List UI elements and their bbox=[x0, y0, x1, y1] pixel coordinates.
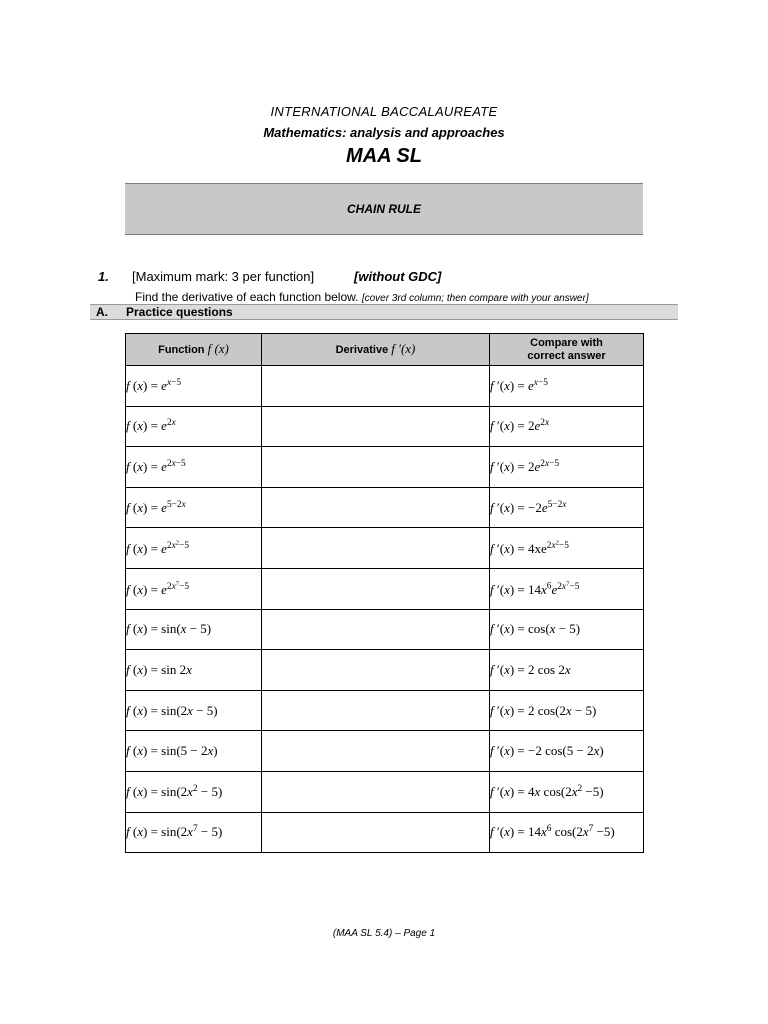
derivative-answer-space[interactable] bbox=[262, 771, 490, 812]
correct-answer-cell: f $'(x) = 14x^6e^{2x^7-5}$ bbox=[490, 568, 644, 609]
table-row bbox=[126, 690, 644, 731]
header-function-label: Function bbox=[158, 344, 205, 356]
function-cell: f (x) = sin(2x − 5) bbox=[126, 690, 262, 731]
derivative-answer-space[interactable] bbox=[262, 650, 490, 691]
function-cell: f (x) = sin(x − 5) bbox=[126, 609, 262, 650]
table-row bbox=[126, 771, 644, 812]
table-row bbox=[126, 568, 644, 609]
practice-table bbox=[125, 333, 644, 853]
correct-answer-cell: f ′(x) = cos(x − 5) bbox=[490, 609, 644, 650]
correct-answer-cell: f $'(x) = 2e^{2x-5}$ bbox=[490, 447, 644, 488]
correct-answer-cell: f $'(x) = e^{x-5}$ bbox=[490, 366, 644, 407]
derivative-answer-space[interactable] bbox=[262, 366, 490, 407]
table-body bbox=[126, 366, 644, 853]
correct-answer-cell: f $'(x) = 14x^6$ $\cos(2x^7 -5)$ bbox=[490, 812, 644, 853]
function-cell: f $(x) = e^{2x-5}$ bbox=[126, 447, 262, 488]
function-cell: f $(x) = \sin(2x^7 - 5)$ bbox=[126, 812, 262, 853]
table-row bbox=[126, 406, 644, 447]
function-cell: f $(x) = e^{2x^7-5}$ bbox=[126, 568, 262, 609]
table-row bbox=[126, 366, 644, 407]
table-row bbox=[126, 650, 644, 691]
function-cell: f $(x) = \sin(2x^2 - 5)$ bbox=[126, 771, 262, 812]
section-letter: A. bbox=[96, 305, 108, 319]
header-derivative bbox=[262, 334, 490, 366]
derivative-answer-space[interactable] bbox=[262, 568, 490, 609]
table-header-row bbox=[126, 334, 644, 366]
derivative-answer-space[interactable] bbox=[262, 731, 490, 772]
function-cell: f $(x) = e^{5-2x}$ bbox=[126, 487, 262, 528]
derivative-answer-space[interactable] bbox=[262, 528, 490, 569]
header-answer bbox=[490, 334, 644, 366]
question-instruction bbox=[135, 290, 589, 304]
topic-title: CHAIN RULE bbox=[347, 202, 421, 216]
header-course-title: MAA SL bbox=[346, 145, 422, 167]
instruction-note: [cover 3rd column; then compare with your answer] bbox=[361, 293, 589, 304]
function-cell: f $(x) = e^{2x}$ bbox=[126, 406, 262, 447]
function-cell: f (x) = sin(5 − 2x) bbox=[126, 731, 262, 772]
header-subject: Mathematics: analysis and approaches bbox=[263, 125, 505, 140]
section-title: Practice questions bbox=[126, 305, 233, 319]
section-heading bbox=[90, 304, 678, 320]
correct-answer-cell: f ′(x) = −2 cos(5 − 2x) bbox=[490, 731, 644, 772]
derivative-answer-space[interactable] bbox=[262, 406, 490, 447]
correct-answer-cell: f ′(x) = 4x $\cos(2x^2 -5)$ bbox=[490, 771, 644, 812]
correct-answer-cell: f $'(x) = -2e^{5-2x}$ bbox=[490, 487, 644, 528]
header-function-symbol: f (x) bbox=[207, 341, 229, 356]
topic-banner bbox=[125, 183, 643, 235]
function-cell: f (x) = sin 2x bbox=[126, 650, 262, 691]
derivative-answer-space[interactable] bbox=[262, 609, 490, 650]
table-row bbox=[126, 447, 644, 488]
header-derivative-symbol: f ′(x) bbox=[391, 341, 416, 356]
table-row bbox=[126, 487, 644, 528]
header-organisation: INTERNATIONAL BACCALAUREATE bbox=[270, 104, 498, 119]
instruction-text: Find the derivative of each function below. bbox=[135, 290, 359, 304]
derivative-answer-space[interactable] bbox=[262, 447, 490, 488]
derivative-answer-space[interactable] bbox=[262, 487, 490, 528]
question-calculator-note: [without GDC] bbox=[354, 269, 442, 284]
table-row bbox=[126, 812, 644, 853]
function-cell: f $(x) = e^{2x^2-5}$ bbox=[126, 528, 262, 569]
header-derivative-label: Derivative bbox=[335, 344, 389, 356]
page-footer: (MAA SL 5.4) – Page 1 bbox=[332, 928, 436, 939]
derivative-answer-space[interactable] bbox=[262, 690, 490, 731]
question-number: 1. bbox=[98, 269, 109, 284]
table-row bbox=[126, 528, 644, 569]
function-cell: f $(x) = e^{x-5}$ bbox=[126, 366, 262, 407]
correct-answer-cell: f $'(x) = 2e^{2x}$ bbox=[490, 406, 644, 447]
header-function bbox=[126, 334, 262, 366]
question-marks: [Maximum mark: 3 per function] bbox=[132, 269, 315, 284]
table-row bbox=[126, 731, 644, 772]
header-answer-line1: Compare with bbox=[530, 336, 603, 349]
correct-answer-cell: f ′(x) = 2 cos(2x − 5) bbox=[490, 690, 644, 731]
correct-answer-cell: f ′(x) = 2 cos 2x bbox=[490, 650, 644, 691]
header-answer-line2: correct answer bbox=[527, 349, 606, 362]
table-row bbox=[126, 609, 644, 650]
derivative-answer-space[interactable] bbox=[262, 812, 490, 853]
correct-answer-cell: f $'(x) = 4xe^{2x^2-5}$ bbox=[490, 528, 644, 569]
